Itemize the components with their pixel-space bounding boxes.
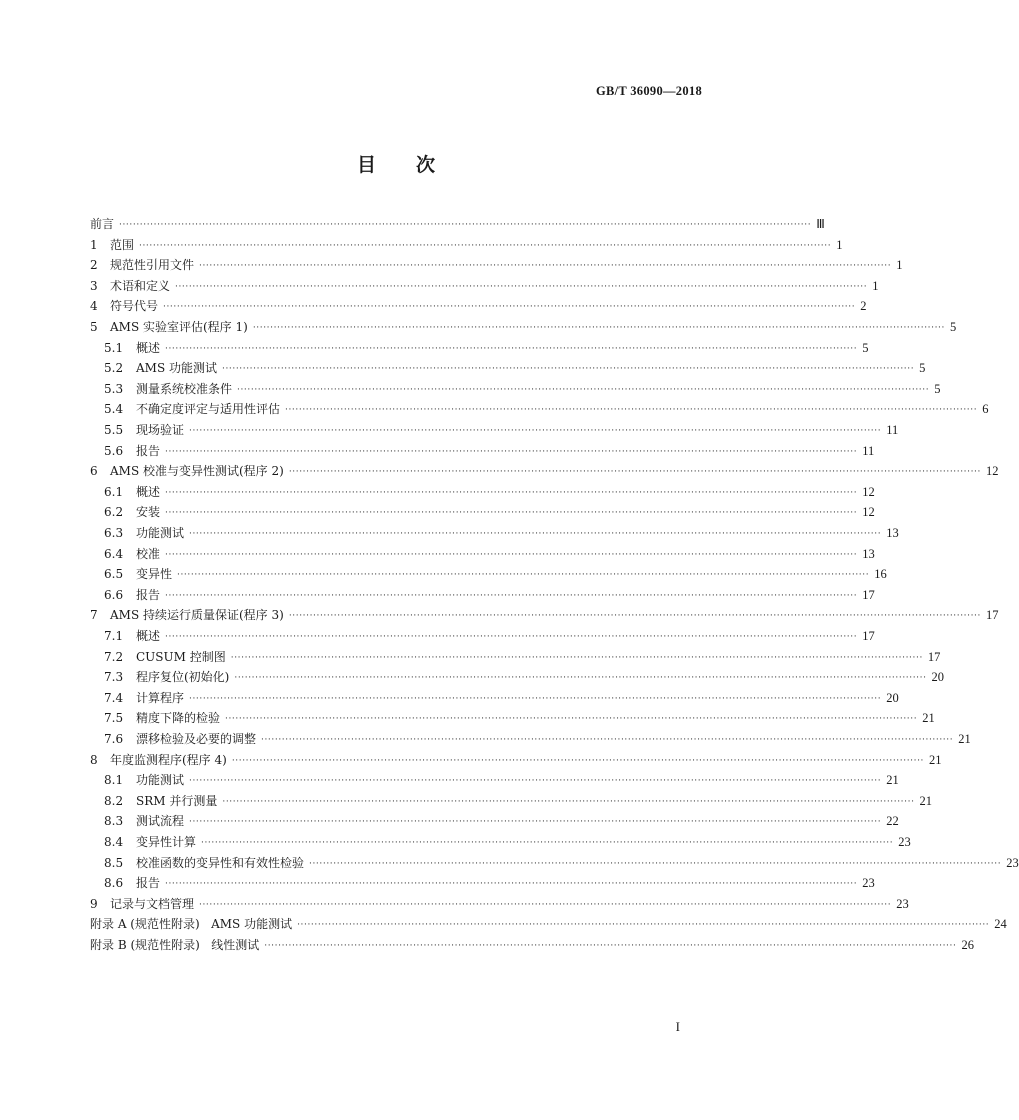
toc-entry-label: 附录 A (规范性附录) AMS 功能测试 — [90, 917, 293, 932]
toc-entry-label: 变异性计算 — [136, 835, 197, 849]
toc-entry[interactable] — [104, 830, 911, 850]
toc-dot-leader: ········································································································································································································ — [230, 652, 923, 663]
toc-entry-page: 23 — [1006, 855, 1019, 870]
toc-entry-number: 5.1 — [104, 340, 124, 355]
toc-entry-page: Ⅲ — [816, 217, 825, 231]
toc-entry-page: 24 — [994, 917, 1007, 932]
toc-entry-label: 功能测试 — [136, 526, 185, 540]
toc-entry-label: CUSUM 控制图 — [136, 649, 226, 664]
toc-entry[interactable] — [104, 727, 971, 747]
toc-entry-label: 功能测试 — [136, 773, 185, 788]
toc-dot-leader: ········································································································································································································ — [165, 508, 858, 519]
toc-dot-leader: ········································································································································································································ — [189, 776, 882, 787]
toc-dot-leader: ········································································································································································································ — [261, 735, 954, 745]
toc-entry-label: AMS 功能测试 — [136, 361, 217, 376]
toc-entry[interactable] — [104, 789, 933, 809]
toc-entry-number: 7.1 — [104, 629, 124, 643]
toc-entry-number: 3 — [90, 278, 98, 293]
toc-entry-number: 5.6 — [104, 443, 124, 458]
toc-entry-page: 13 — [862, 546, 875, 561]
page-title — [0, 150, 792, 177]
toc-entry-label: SRM 并行测量 — [136, 793, 218, 808]
title-char-1: 目 — [356, 154, 376, 176]
toc-entry-label: AMS 校准与变异性测试(程序 2) — [110, 464, 284, 479]
toc-entry-number: 6.6 — [104, 587, 124, 602]
toc-entry[interactable] — [104, 851, 1019, 871]
toc-dot-leader: ········································································································································································································ — [231, 755, 924, 766]
toc-entry-number: 6.1 — [104, 484, 124, 499]
toc-entry-page: 1 — [836, 237, 843, 252]
toc-entry-number: 7.3 — [104, 670, 124, 685]
toc-entry[interactable] — [104, 624, 875, 644]
toc-entry[interactable] — [104, 397, 989, 417]
toc-dot-leader: ········································································································································································································ — [222, 364, 915, 375]
toc-entry-label: 程序复位(初始化) — [136, 670, 230, 685]
toc-entry-label: 术语和定义 — [110, 278, 171, 293]
toc-entry-number: 7 — [90, 608, 98, 623]
toc-entry-page: 16 — [874, 567, 887, 582]
toc-entry-number: 7.6 — [104, 732, 124, 746]
toc-entry-number: 2 — [90, 258, 98, 273]
toc-entry-page: 22 — [886, 814, 899, 829]
toc-entry[interactable] — [104, 542, 875, 562]
toc-dot-leader: ········································································································································································································ — [189, 693, 882, 704]
toc-entry[interactable] — [104, 706, 935, 726]
toc-entry-number: 7.5 — [104, 711, 124, 726]
toc-entry[interactable] — [90, 892, 909, 912]
toc-dot-leader: ········································································································································································································ — [288, 611, 981, 622]
toc-entry-label: 现场验证 — [136, 423, 185, 437]
toc-entry[interactable] — [90, 274, 879, 294]
toc-entry-page: 21 — [919, 793, 933, 808]
toc-entry-label: 概述 — [136, 340, 161, 355]
toc-entry-page: 20 — [931, 670, 945, 685]
toc-entry-label: AMS 持续运行质量保证(程序 3) — [110, 608, 284, 623]
toc-entry-page: 17 — [985, 608, 999, 623]
toc-entry-number: 8 — [90, 752, 98, 767]
toc-dot-leader: ········································································································································································································ — [165, 879, 858, 890]
toc-entry-number: 5.5 — [104, 423, 124, 437]
toc-entry[interactable] — [104, 809, 899, 829]
toc-entry-label: 漂移检验及必要的调整 — [136, 732, 257, 746]
toc-entry-page: 12 — [862, 484, 875, 499]
toc-entry-page: 21 — [958, 732, 971, 746]
toc-entry-label: AMS 实验室评估(程序 1) — [110, 320, 248, 334]
toc-dot-leader: ········································································································································································································ — [189, 817, 882, 828]
toc-dot-leader: ········································································································································································································ — [234, 673, 927, 684]
toc-entry[interactable] — [90, 459, 999, 479]
toc-dot-leader: ········································································································································································································ — [165, 549, 858, 560]
toc-dot-leader: ········································································································································································································ — [288, 467, 981, 478]
toc-entry-page: 23 — [862, 876, 875, 891]
toc-entry[interactable] — [104, 768, 899, 788]
toc-entry-label: 安装 — [136, 505, 161, 520]
toc-dot-leader: ········································································································································································································ — [139, 240, 832, 251]
toc-entry-page: 5 — [949, 320, 957, 334]
toc-entry-page: 21 — [929, 752, 942, 767]
toc-entry-page: 23 — [898, 835, 911, 849]
toc-dot-leader: ········································································································································································································ — [264, 941, 957, 951]
toc-entry-number: 6.4 — [104, 546, 124, 561]
toc-entry[interactable] — [104, 418, 899, 438]
toc-dot-leader: ········································································································································································································ — [222, 796, 915, 807]
toc-entry[interactable] — [90, 253, 903, 273]
toc-entry[interactable] — [90, 233, 843, 253]
toc-entry-number: 8.1 — [104, 773, 124, 788]
toc-entry-number: 5.4 — [104, 402, 124, 417]
toc-entry[interactable] — [90, 603, 999, 623]
toc-entry-label: 前言 — [90, 217, 115, 231]
toc-entry-number: 5 — [90, 320, 98, 334]
toc-dot-leader: ········································································································································································································ — [237, 384, 930, 395]
toc-dot-leader: ········································································································································································································ — [297, 920, 990, 931]
title-char-2: 次 — [416, 154, 436, 176]
toc-entry-label: 报告 — [136, 876, 161, 891]
toc-entry-number: 6.5 — [104, 567, 124, 582]
toc-entry-label: 记录与文档管理 — [110, 896, 195, 911]
toc-entry[interactable] — [104, 336, 869, 356]
toc-entry-label: 范围 — [110, 237, 135, 252]
toc-entry-number: 6.3 — [104, 526, 124, 540]
toc-entry-number: 1 — [90, 237, 98, 252]
toc-entry-number: 7.4 — [104, 690, 124, 705]
toc-entry-page: 17 — [862, 587, 875, 602]
toc-entry-label: 不确定度评定与适用性评估 — [136, 402, 281, 417]
toc-dot-leader: ········································································································································································································ — [199, 261, 892, 272]
toc-dot-leader: ········································································································································································································ — [201, 838, 894, 848]
toc-entry-label: 报告 — [136, 587, 161, 602]
toc-entry-page: 5 — [862, 340, 869, 355]
toc-entry-page: 17 — [862, 629, 875, 643]
toc-entry[interactable] — [90, 933, 974, 953]
toc-entry[interactable] — [104, 377, 941, 397]
toc-entry-page: 26 — [961, 938, 974, 952]
toc-entry-page: 1 — [872, 278, 879, 293]
toc-entry-label: 概述 — [136, 629, 161, 643]
toc-entry-label: 精度下降的检验 — [136, 711, 221, 726]
toc-entry[interactable] — [104, 500, 875, 520]
toc-dot-leader: ········································································································································································································ — [165, 487, 858, 498]
toc-entry-number: 8.2 — [104, 793, 124, 808]
toc-entry[interactable] — [104, 686, 899, 706]
toc-entry-page: 23 — [896, 896, 909, 911]
toc-entry-number: 7.2 — [104, 649, 124, 664]
toc-entry-label: 测量系统校准条件 — [136, 381, 233, 396]
toc-entry[interactable] — [90, 294, 867, 314]
toc-entry-page: 11 — [886, 423, 899, 437]
toc-dot-leader: ········································································································································································································ — [175, 281, 868, 292]
toc-entry-number: 6.2 — [104, 505, 124, 520]
standard-code: GB/T 36090—2018 — [595, 84, 702, 98]
toc-entry-number: 9 — [90, 896, 98, 911]
toc-entry-label: 年度监测程序(程序 4) — [110, 752, 227, 767]
toc-entry-number: 5.2 — [104, 361, 124, 376]
toc-entry-label: 规范性引用文件 — [110, 258, 195, 273]
toc-dot-leader: ········································································································································································································ — [119, 220, 812, 230]
toc-dot-leader: ········································································································································································································ — [225, 714, 918, 725]
toc-entry-label: 概述 — [136, 484, 161, 499]
toc-dot-leader: ········································································································································································································ — [285, 405, 978, 416]
toc-entry[interactable] — [90, 748, 942, 768]
toc-dot-leader: ········································································································································································································ — [165, 343, 858, 354]
toc-entry-label: 测试流程 — [136, 814, 185, 829]
toc-dot-leader: ········································································································································································································ — [165, 632, 858, 642]
toc-entry-page: 12 — [862, 505, 875, 520]
toc-dot-leader: ········································································································································································································ — [177, 570, 870, 581]
toc-dot-leader: ········································································································································································································ — [165, 446, 858, 457]
toc-entry-page: 13 — [886, 526, 899, 540]
toc-entry[interactable] — [90, 315, 957, 335]
toc-entry-page: 6 — [982, 402, 989, 417]
page-folio: I — [675, 1019, 680, 1034]
toc-entry-number: 8.5 — [104, 855, 124, 870]
toc-dot-leader: ········································································································································································································ — [252, 323, 945, 333]
toc-dot-leader: ········································································································································································································ — [163, 302, 856, 313]
toc-entry-label: 计算程序 — [136, 690, 185, 705]
toc-dot-leader: ········································································································································································································ — [189, 529, 882, 539]
toc-entry-page: 21 — [886, 773, 899, 788]
toc-entry[interactable] — [104, 871, 875, 891]
toc-entry-label: 校准 — [136, 546, 161, 561]
toc-dot-leader: ········································································································································································································ — [199, 899, 892, 910]
toc-entry-number: 5.3 — [104, 381, 124, 396]
toc-entry-label: 报告 — [136, 443, 161, 458]
toc-entry[interactable] — [104, 645, 941, 665]
toc-entry[interactable] — [90, 212, 825, 232]
toc-entry[interactable] — [104, 665, 945, 685]
toc-entry[interactable] — [104, 521, 899, 541]
toc-dot-leader: ········································································································································································································ — [165, 590, 858, 601]
toc-entry-number: 8.3 — [104, 814, 124, 829]
toc-entry-page: 21 — [922, 711, 935, 726]
toc-entry-number: 6 — [90, 464, 98, 479]
toc-entry-label: 附录 B (规范性附录) 线性测试 — [90, 938, 260, 952]
toc-entry[interactable] — [104, 583, 875, 603]
toc-entry-page: 5 — [919, 361, 926, 376]
toc-dot-leader: ········································································································································································································ — [309, 858, 1002, 869]
toc-entry-label: 符号代号 — [110, 299, 159, 314]
toc-entry-number: 8.4 — [104, 835, 124, 849]
toc-entry-page: 12 — [985, 464, 999, 479]
toc-dot-leader: ········································································································································································································ — [189, 426, 882, 436]
toc-entry-page: 17 — [927, 649, 941, 664]
toc-entry-page: 2 — [860, 299, 867, 314]
toc-entry-label: 校准函数的变异性和有效性检验 — [136, 855, 305, 870]
toc-entry[interactable] — [104, 356, 926, 376]
toc-entry-number: 8.6 — [104, 876, 124, 891]
toc-entry-page: 5 — [934, 381, 941, 396]
toc-entry[interactable] — [104, 480, 875, 500]
toc-entry-number: 4 — [90, 299, 98, 314]
toc-entry-page: 20 — [886, 690, 899, 705]
toc-entry[interactable] — [90, 912, 1007, 932]
toc-entry-label: 变异性 — [136, 567, 173, 582]
toc-entry-page: 11 — [862, 443, 875, 458]
toc-entry[interactable] — [104, 439, 875, 459]
toc-entry[interactable] — [104, 562, 887, 582]
toc-entry-page: 1 — [896, 258, 903, 273]
